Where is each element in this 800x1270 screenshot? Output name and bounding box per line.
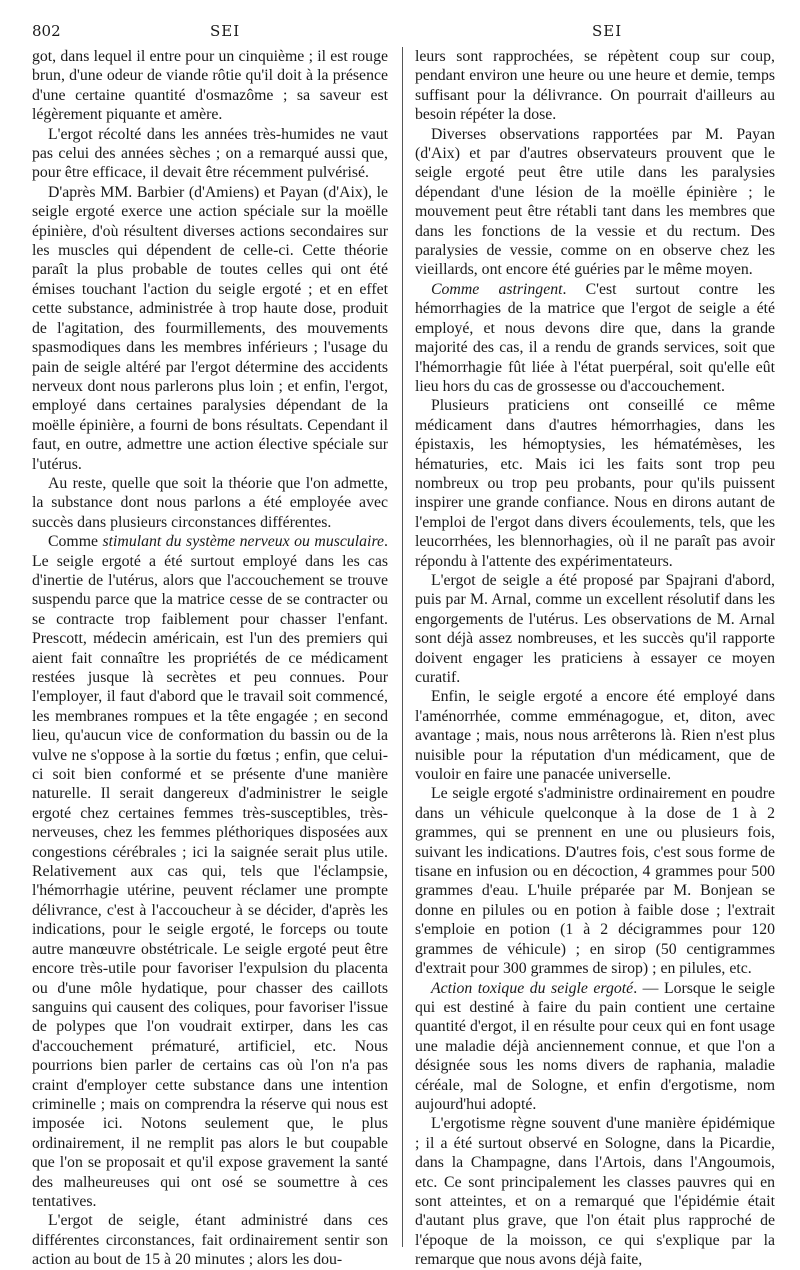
running-head-right: SEI — [592, 22, 623, 40]
column-divider — [402, 47, 403, 1247]
italic-heading: Action toxique du seigle ergoté — [431, 979, 634, 997]
paragraph: Plusieurs praticiens ont conseillé ce même médicament dans d'autres hémorrhagies, dans les épistaxis, les hémoptysies, les hématémèses, les hématuries, etc. Mais ici les faits sont trop peu nombreux ou trop peu probants, pour qu'ils puissent inspirer une grande confiance. Nous en dirons autant de l'emploi de l'ergot dans divers écoulements, tels, que les leucorrhées, les blennorhagies, où il ne paraît pas avoir répondu à l'attente des expérimentateurs. — [415, 397, 775, 570]
right-column — [415, 47, 775, 1270]
page-number: 802 — [32, 22, 61, 40]
paragraph: leurs sont rapprochées, se répètent coup sur coup, pendant environ une heure ou une heure et demie, temps suffisant pour la délivrance. On pourrait d'ailleurs au besoin répéter la dose. — [415, 48, 775, 124]
paragraph: Comme stimulant du système nerveux ou musculaire. Le seigle ergoté a été surtout employé dans les cas d'inertie de l'utérus, alors que l'accouchement se trouve suspendu parce que la matrice cesse de se contracter ou se contracte trop faiblement pour chasser l'enfant. Prescott, médecin américain, est l'un des premiers qui aient fait connaître les propriétés de ce médicament restées jusque là secrètes et peu connues. Pour l'employer, il faut d'abord que le travail soit commencé, les membranes rompues et la tête engagée ; en second lieu, qu'aucun vice de conformation du bassin ou de la vulve ne s'oppose à la sortie du fœtus ; enfin, que celui-ci soit bien conformé et se présente d'une manière naturelle. Il serait dangereux d'administrer le seigle ergoté chez certaines femmes très-susceptibles, très-nerveuses, chez les femmes pléthoriques disposées aux congestions cérébrales ; ici la saignée serait plus utile. Relativement aux cas qui, tels que l'éclampsie, l'hémorrhagie utérine, peuvent réclamer une prompte délivrance, c'est à l'accoucheur à se décider, d'après les indications, pour le seigle ergoté, le forceps ou toute autre manœuvre obstétricale. Le seigle ergoté peut être encore très-utile pour favoriser l'expulsion du placenta ou d'une môle hydatique, pour chasser des caillots sanguins qui causent des coliques, pour favoriser l'issue de polypes que l'on voudrait extirper, dans les cas d'accouchement prématuré, artificiel, etc. Nous pourrions bien parler de certains cas où l'on n'a pas craint d'employer cette substance dans une intention criminelle ; mais on comprendra la réserve qui nous est imposée ici. Notons seulement que, le plus ordinairement, il ne remplit pas alors le but coupable que l'on se proposait et qu'il expose gravement la santé des malheureuses qui ont osé se soumettre à ces tentatives. — [32, 533, 388, 1210]
paragraph: L'ergot récolté dans les années très-humides ne vaut pas celui des années sèches ; on a remarqué aussi que, pour être efficace, il devait être récemment pulvérisé. — [32, 125, 388, 182]
left-column — [32, 47, 388, 1270]
paragraph: Comme astringent. C'est surtout contre les hémorrhagies de la matrice que l'ergot de seigle a été employé, et nous devons dire que, dans la grande majorité des cas, il a rendu de grands services, soit que l'hémorrhagie fût liée à l'état puerpéral, soit qu'elle eût lieu hors du cas de grossesse ou d'accouchement. — [415, 280, 776, 395]
page-header — [32, 22, 780, 44]
italic-heading: Comme astringent — [431, 280, 563, 298]
paragraph: D'après MM. Barbier (d'Amiens) et Payan (d'Aix), le seigle ergoté exerce une action spéciale sur la moëlle épinière, d'où résultent diverses actions secondaires sur les muscles qui dépendent de celle-ci. Cette théorie paraît la plus probable de toutes celles qui ont été émises touchant l'action du seigle ergoté ; et en effet cette substance, administrée à trop haute dose, produit de l'agitation, des fourmillements, des mouvements spasmodiques dans les membres inférieurs ; l'usage du pain de seigle altéré par l'ergot détermine des accidents nerveux dont nous parlerons plus loin ; et enfin, l'ergot, employé dans certaines paralysies dépendant de la moëlle épinière, a fourni de bons résultats. Cependant il faut, en outre, admettre une action élective spéciale sur l'utérus. — [32, 183, 388, 473]
running-head-left: SEI — [210, 22, 241, 40]
paragraph: L'ergotisme règne souvent d'une manière épidémique ; il a été surtout observé en Sologne, dans la Picardie, dans la Champagne, dans l'Artois, dans l'Angoumois, etc. Ce sont principalement les classes pauvres qui en sont atteintes, et on a remarqué que l'épidémie était d'autant plus grave, que l'on était plus rapproché de l'époque de la moisson, ce qui s'explique par la remarque que nous avons déjà faite, — [415, 1115, 775, 1269]
paragraph: Enfin, le seigle ergoté a encore été employé dans l'aménorrhée, comme emménagogue, et, diton, avec avantage ; mais, nous nous arrêterons là. Rien n'est plus nuisible pour la réputation d'un médicament, que de vouloir en faire une panacée universelle. — [415, 688, 775, 784]
paragraph: got, dans lequel il entre pour un cinquième ; il est rouge brun, d'une odeur de viande rôtie qu'il doit à la présence d'une certaine quantité d'osmazôme ; sa saveur est légèrement piquante et amère. — [32, 48, 388, 124]
paragraph: Le seigle ergoté s'administre ordinairement en poudre dans un véhicule quelconque à la dose de 1 à 2 grammes, qui se prennent en une ou plusieurs fois, suivant les indications. D'autres fois, c'est sous forme de tisane en infusion ou en décoction, 4 grammes pour 500 grammes d'eau. L'huile préparée par M. Bonjean se donne en pilules ou en potion à faible dose ; l'extrait s'emploie en potion (1 à 2 décigrammes pour 120 grammes de véhicule) ; en sirop (50 centigrammes d'extrait pour 300 grammes de sirop) ; en pilules, etc. — [415, 785, 775, 978]
paragraph: Diverses observations rapportées par M. Payan (d'Aix) et par d'autres observateurs prouvent que le seigle ergoté peut être utile dans les paralysies dépendant d'une lésion de la moëlle épinière ; le mouvement peut être rétabli tant dans les membres que dans les fonctions de la vessie et du rectum. Des paralysies de vessie, comme on en observe chez les vieillards, ont encore été guéries par le même moyen. — [415, 125, 775, 279]
paragraph: Action toxique du seigle ergoté. — Lorsque le seigle qui est destiné à faire du pain contient une certaine quantité d'ergot, il en résulte pour ceux qui en font usage une maladie déjà anciennement connue, et que l'on a désignée sous les noms divers de raphania, maladie céréale, mal de Sologne, et enfin d'ergotisme, nom aujourd'hui adopté. — [415, 979, 775, 1113]
paragraph: Au reste, quelle que soit la théorie que l'on admette, la substance dont nous parlons a été employée avec succès dans plusieurs circonstances différentes. — [32, 474, 388, 531]
italic-heading: stimulant du système nerveux ou musculaire — [102, 533, 385, 551]
paragraph: L'ergot de seigle, étant administré dans ces différentes circonstances, fait ordinairement sentir son action au bout de 15 à 20 minutes ; alors les dou- — [32, 1212, 388, 1269]
paragraph: L'ergot de seigle a été proposé par Spajrani d'abord, puis par M. Arnal, comme un excellent résolutif dans les engorgements de l'utérus. Les observations de M. Arnal sont déjà assez nombreuses, et les succès qu'il rapporte doivent engager les praticiens à essayer ce moyen curatif. — [415, 571, 775, 686]
